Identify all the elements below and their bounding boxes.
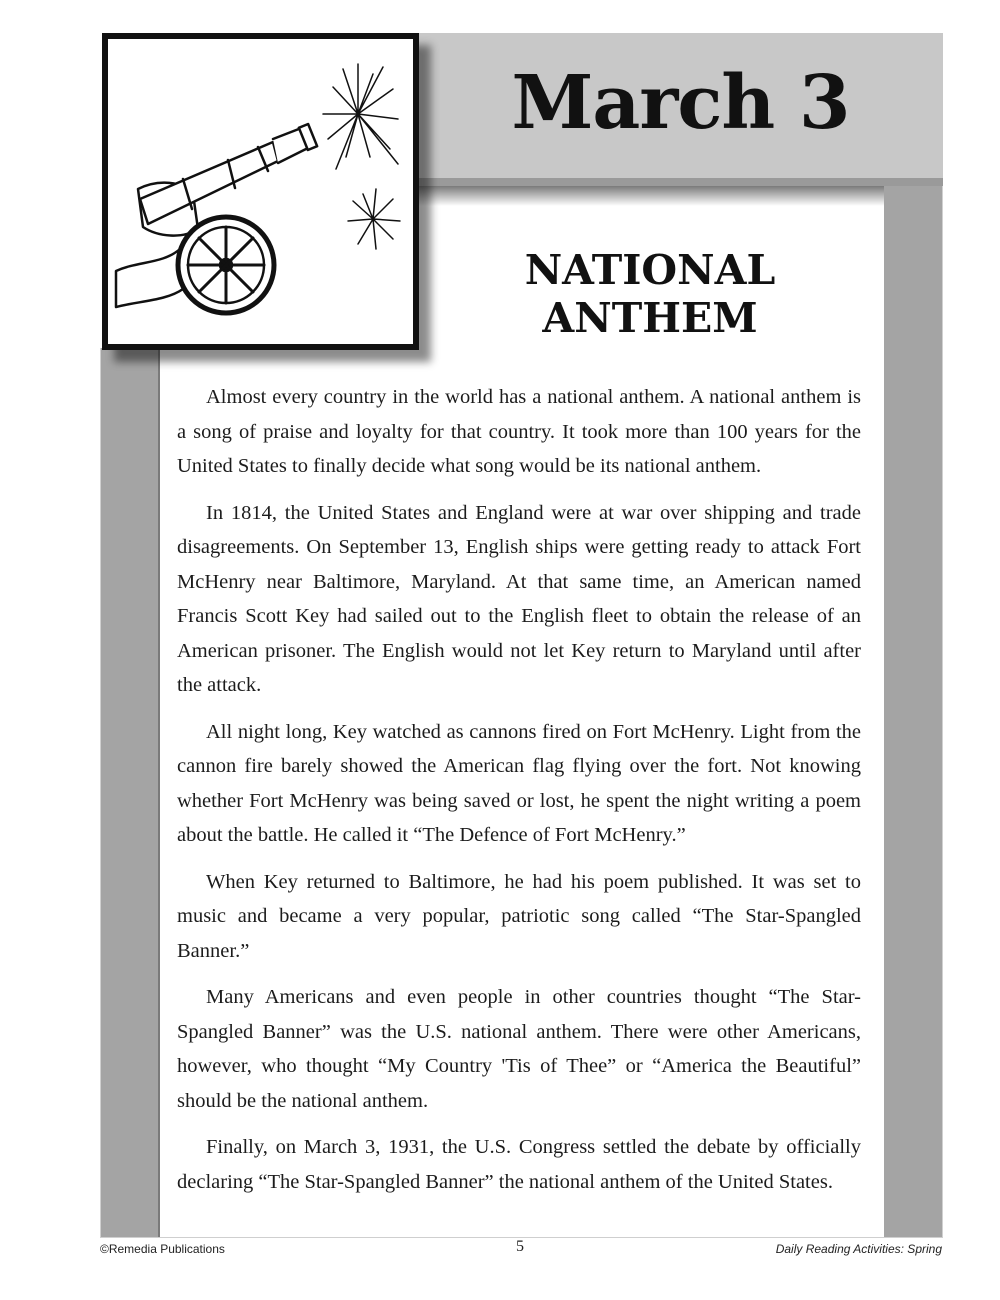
illustration-box [102, 33, 419, 350]
left-rail [100, 348, 159, 1238]
article-body [177, 380, 861, 1211]
panel-shadow [410, 186, 884, 206]
article-title [470, 246, 830, 342]
paragraph: Many Americans and even people in other countries thought “The Star-Spangled Banner” was the U.S. national anthem. There were other Americans, however, who thought “My Country 'Tis of Thee” or “America the Beautiful” should be the national anthem. [177, 986, 861, 1112]
article-title-line2: ANTHEM [542, 294, 758, 342]
header-strip [418, 178, 943, 186]
footer-publisher: ©Remedia Publications [100, 1242, 225, 1256]
page-date-title: March 3 [511, 60, 850, 146]
cannon-fireworks-icon [108, 39, 413, 344]
right-rail [884, 186, 943, 1238]
panel-shadow-left [158, 348, 165, 1238]
footer-page-number: 5 [516, 1238, 524, 1255]
paragraph: In 1814, the United States and England were at war over shipping and trade disagreements. On September 13, English ships were getting ready to attack Fort McHenry near Baltimore, Maryland. At that same time, an American named Francis Scott Key had sailed out to the English fleet to obtain the release of an American prisoner. The English would not let Key return to Maryland until after the attack. [177, 501, 861, 696]
paragraph: When Key returned to Baltimore, he had his poem published. It was set to music and became a very popular, patriotic song called “The Star-Spangled Banner.” [177, 870, 861, 962]
footer-book-title: Daily Reading Activities: Spring [775, 1242, 942, 1256]
article-title-line1: NATIONAL [524, 246, 776, 294]
paragraph: All night long, Key watched as cannons fired on Fort McHenry. Light from the cannon fire barely showed the American flag flying over the fort. Not knowing whether Fort McHenry was being saved or lost, he spent the night writing a poem about the battle. He called it “The Defence of Fort McHenry.” [177, 720, 861, 846]
paragraph: Almost every country in the world has a national anthem. A national anthem is a song of praise and loyalty for that country. It took more than 100 years for the United States to finally decide what song would be its national anthem. [177, 386, 861, 477]
paragraph: Finally, on March 3, 1931, the U.S. Congress settled the debate by officially declaring “The Star-Spangled Banner” the national anthem of the United States. [177, 1136, 861, 1193]
